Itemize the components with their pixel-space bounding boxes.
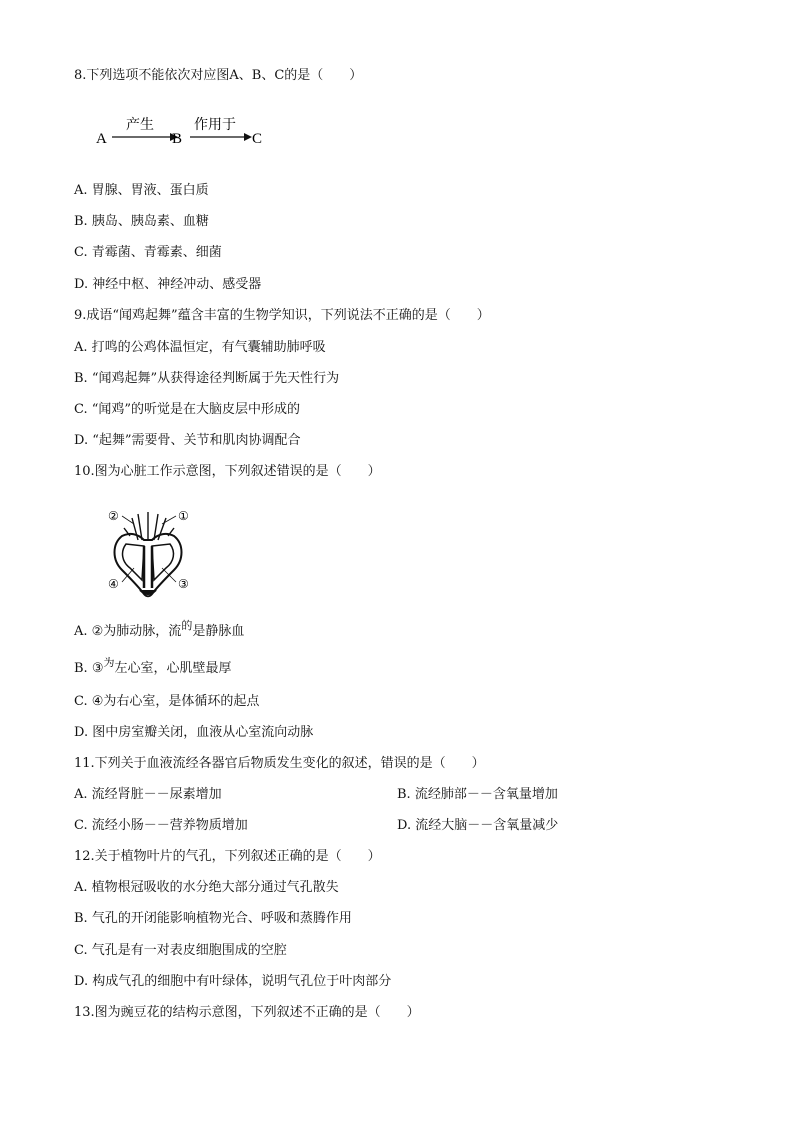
q12-option-c: C. 气孔是有一对表皮细胞围成的空腔 — [74, 943, 287, 958]
q11-option-b: B. 流经肺部－－含氧量增加 — [397, 787, 558, 802]
heart-label-3: ③ — [178, 577, 189, 591]
q9-option-c: C. “闻鸡”的听觉是在大脑皮层中形成的 — [74, 402, 301, 417]
q10-option-b-pre: B. ③ — [74, 661, 104, 676]
flow-arrow-label-1: 产生 — [126, 117, 154, 133]
q11-option-d: D. 流经大脑－－含氧量减少 — [397, 818, 559, 833]
q10-option-a-post: 是静脉血 — [192, 624, 245, 639]
q8-option-a: A. 胃腺、胃液、蛋白质 — [74, 183, 209, 198]
q12-option-a: A. 植物根冠吸收的水分绝大部分通过气孔散失 — [74, 880, 339, 895]
flow-label-a: A — [96, 131, 107, 147]
q8-option-c: C. 青霉菌、青霉素、细菌 — [74, 245, 222, 260]
q9-option-b: B. “闻鸡起舞”从获得途径判断属于先天性行为 — [74, 371, 340, 386]
question-8-stem: 8.下列选项不能依次对应图A、B、C的是（ ） — [74, 68, 363, 83]
q9-option-a: A. 打鸣的公鸡体温恒定，有气囊辅助肺呼吸 — [74, 340, 326, 355]
question-10-stem: 10.图为心脏工作示意图，下列叙述错误的是（ ） — [74, 464, 381, 479]
flow-label-b: B — [172, 131, 183, 147]
flow-arrow-label-2: 作用于 — [194, 117, 236, 133]
q10-option-a — [74, 619, 245, 640]
heart-label-4: ④ — [108, 577, 119, 591]
q10-option-d: D. 图中房室瓣关闭，血液从心室流向动脉 — [74, 725, 314, 740]
heart-label-2: ② — [108, 509, 119, 523]
q10-option-b — [74, 656, 232, 677]
q12-option-d: D. 构成气孔的细胞中有叶绿体，说明气孔位于叶肉部分 — [74, 974, 392, 989]
question-11-stem: 11.下列关于血液流经各器官后物质发生变化的叙述，错误的是（ ） — [74, 756, 485, 771]
q10-option-a-pre: A. ②为肺动脉，流 — [74, 624, 182, 639]
q8-option-d: D. 神经中枢、神经冲动、感受器 — [74, 277, 262, 292]
q8-option-b: B. 胰岛、胰岛素、血糖 — [74, 214, 209, 229]
q9-option-d: D. “起舞”需要骨、关节和肌肉协调配合 — [74, 433, 301, 448]
q10-option-b-post: 左心室，心肌壁最厚 — [114, 661, 232, 676]
question-13-stem: 13.图为豌豆花的结构示意图，下列叙述不正确的是（ ） — [74, 1005, 420, 1020]
q10-option-c: C. ④为右心室，是体循环的起点 — [74, 694, 260, 709]
question-12-stem: 12.关于植物叶片的气孔，下列叙述正确的是（ ） — [74, 849, 381, 864]
q10-option-a-sup: 的 — [181, 619, 193, 632]
question-9-stem: 9.成语“闻鸡起舞”蕴含丰富的生物学知识，下列说法不正确的是（ ） — [74, 308, 490, 323]
flow-diagram — [90, 112, 290, 152]
q12-option-b: B. 气孔的开闭能影响植物光合、呼吸和蒸腾作用 — [74, 911, 352, 926]
heart-diagram — [104, 506, 194, 598]
q11-option-c: C. 流经小肠－－营养物质增加 — [74, 818, 248, 833]
q11-option-a: A. 流经肾脏－－尿素增加 — [74, 787, 222, 802]
flow-label-c: C — [252, 131, 263, 147]
heart-label-1: ① — [178, 509, 189, 523]
arrow-right-icon — [244, 133, 252, 141]
q10-option-b-sup: 为 — [103, 656, 115, 669]
